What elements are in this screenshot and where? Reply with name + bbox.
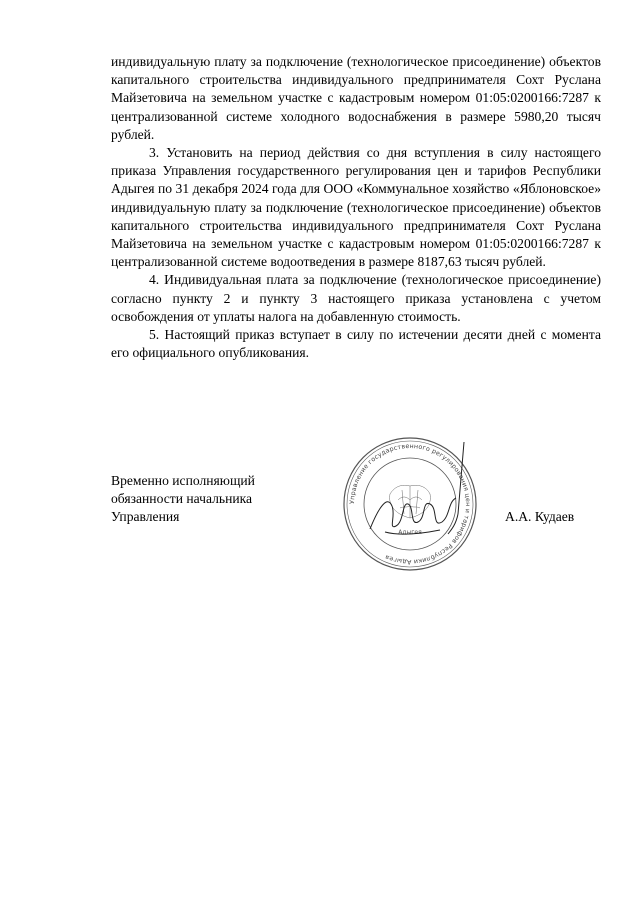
official-seal-stamp — [340, 434, 480, 574]
seal-inner-text: Адыгея — [398, 529, 422, 536]
signatory-title-line: обязанности начальника — [111, 491, 253, 507]
paragraph-item-3: 3. Установить на период действия со дня вступления в силу настоящего приказа Управления государственного регулирования цен и тарифов Республики Адыгея по 31 декабря 2024 года для ООО «Коммунальное хозяйство «Яблоновское» индивидуальную плату за подключение (технологическое присоединение) объектов капитального строительства индивидуального предпринимателя Сохт Руслана Майзетовича на земельном участке с кадастровым номером 01:05:0200166:7287 к централизованной системе водоотведения в размере 8187,63 тысяч рублей. — [111, 145, 601, 270]
signatory-name: А.А. Кудаев — [505, 509, 575, 524]
paragraph-continuation: индивидуальную плату за подключение (технологическое присоединение) объектов капитального строительства индивидуального предпринимателя Сохт Руслана Майзетовича на земельном участке с кадастровым номером 01:05:0200166:7287 к централизованной системе холодного водоснабжения в размере 5980,20 тысяч рублей. — [111, 54, 601, 142]
seal-ring-text: Управление государственного регулирования цен и тарифов Республики Адыгея — [348, 442, 472, 566]
signatory-title-line: Временно исполняющий — [111, 473, 255, 488]
paragraph-item-4: 4. Индивидуальная плата за подключение (технологическое присоединение) согласно пункту 2 и пункту 3 настоящего приказа установлена с учетом освобождения от уплаты налога на добавленную стоимость. — [111, 272, 601, 324]
document-body — [111, 53, 601, 362]
signatory-title-line: Управления — [111, 509, 180, 525]
signatory-title — [111, 472, 311, 527]
paragraph-item-5: 5. Настоящий приказ вступает в силу по истечении десяти дней с момента его официального опубликования. — [111, 327, 601, 361]
